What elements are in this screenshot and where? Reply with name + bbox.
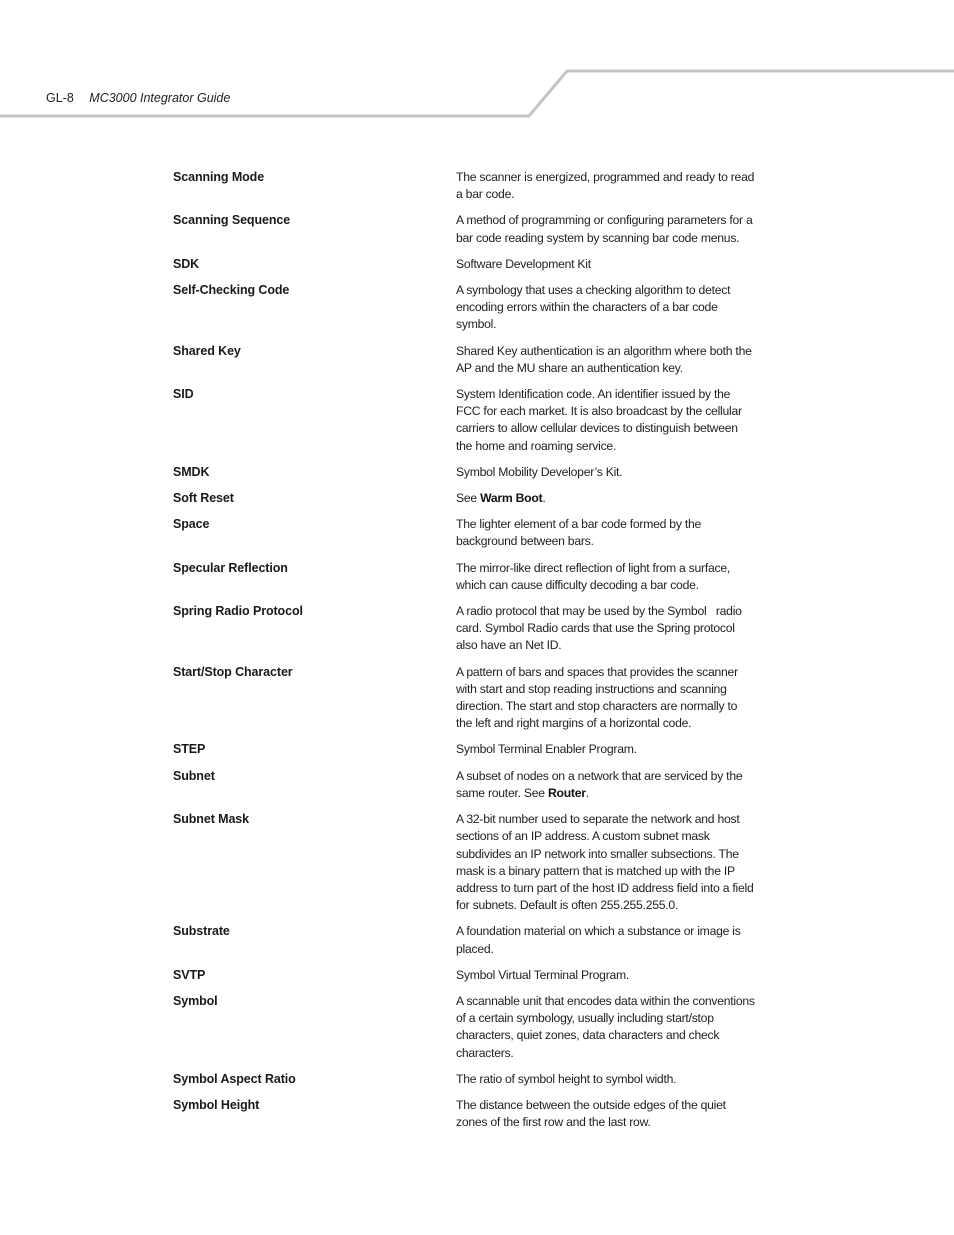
glossary-definition <box>456 768 756 802</box>
glossary-definition: A scannable unit that encodes data within the conventions of a certain symbology, usually including start/stop characters, quiet zones, data characters and check characters. <box>456 993 755 1060</box>
glossary-entry <box>173 603 773 655</box>
glossary-definition: A radio protocol that may be used by the Symbol radio card. Symbol Radio cards that use the Spring protocol also have an Net ID. <box>456 604 745 653</box>
definition-text: . <box>542 491 546 506</box>
glossary-definition: A pattern of bars and spaces that provides the scanner with start and stop reading instructions and scanning direction. The start and stop characters are normally to the left and right margins of a horizontal code. <box>456 664 738 731</box>
header-rule <box>0 0 954 130</box>
glossary-term: Start/Stop Character <box>173 664 293 679</box>
glossary-term: Specular Reflection <box>173 560 288 575</box>
glossary-term: Shared Key <box>173 343 241 358</box>
glossary-definition: A symbology that uses a checking algorithm to detect encoding errors within the characters of a bar code symbol. <box>456 283 731 332</box>
glossary-definition: A method of programming or configuring parameters for a bar code reading system by scanning bar code menus. <box>456 213 753 245</box>
glossary-term: Symbol Height <box>173 1097 260 1112</box>
glossary-definition: The ratio of symbol height to symbol width. <box>456 1071 677 1086</box>
glossary-list <box>173 169 773 1140</box>
glossary-term: Spring Radio Protocol <box>173 604 303 619</box>
glossary-entry <box>173 386 773 455</box>
glossary-term: Subnet Mask <box>173 812 249 827</box>
glossary-term: Self-Checking Code <box>173 283 290 298</box>
glossary-entry <box>173 212 773 246</box>
glossary-entry <box>173 768 773 802</box>
glossary-definition: The distance between the outside edges of the quiet zones of the first row and the last row. <box>456 1097 726 1130</box>
definition-text: A subset of nodes on a network that are serviced by the same router. See <box>456 768 743 800</box>
glossary-definition: The mirror-like direct reflection of light from a surface, which can cause difficulty decoding a bar code. <box>456 560 731 592</box>
definition-text: . <box>585 785 589 800</box>
glossary-definition: A foundation material on which a substance or image is placed. <box>456 924 741 956</box>
glossary-term: SID <box>173 387 194 402</box>
glossary-definition: Software Development Kit <box>456 256 591 271</box>
glossary-term: Soft Reset <box>173 491 234 506</box>
glossary-term: Symbol Aspect Ratio <box>173 1071 296 1086</box>
glossary-definition <box>456 490 756 507</box>
glossary-definition: The scanner is energized, programmed and ready to read a bar code. <box>456 170 755 202</box>
glossary-entry <box>173 256 773 273</box>
glossary-entry <box>173 464 773 481</box>
glossary-entry <box>173 282 773 334</box>
page-header <box>46 91 230 105</box>
glossary-entry <box>173 343 773 377</box>
glossary-entry <box>173 1097 773 1131</box>
glossary-definition: Symbol Virtual Terminal Program. <box>456 967 630 982</box>
glossary-entry <box>173 741 773 758</box>
glossary-entry <box>173 811 773 914</box>
glossary-definition: A 32-bit number used to separate the network and host sections of an IP address. A custom subnet mask subdivides an IP network into smaller subsections. The mask is a binary pattern that is matched up with the IP address to turn part of the host ID address field into a field for subnets. Default is often 255.255.255.0. <box>456 812 754 913</box>
glossary-term: STEP <box>173 742 206 757</box>
glossary-term: Space <box>173 517 210 532</box>
glossary-entry <box>173 664 773 733</box>
glossary-entry <box>173 967 773 984</box>
glossary-definition: Symbol Terminal Enabler Program. <box>456 742 637 757</box>
definition-text: See <box>456 491 481 506</box>
glossary-term: Scanning Mode <box>173 170 265 184</box>
glossary-definition: The lighter element of a bar code formed by the background between bars. <box>456 517 702 549</box>
glossary-term: Scanning Sequence <box>173 213 291 228</box>
glossary-entry <box>173 169 773 203</box>
glossary-entry <box>173 1071 773 1088</box>
glossary-term: SVTP <box>173 967 206 982</box>
glossary-term: Subnet <box>173 768 215 783</box>
page-number: GL-8 <box>46 91 74 105</box>
glossary-term: Substrate <box>173 924 230 939</box>
cross-reference: Warm Boot <box>480 491 543 506</box>
glossary-entry <box>173 490 773 507</box>
glossary-term: SMDK <box>173 464 210 479</box>
glossary-entry <box>173 516 773 550</box>
glossary-term: Symbol <box>173 993 218 1008</box>
glossary-definition: Symbol Mobility Developer’s Kit. <box>456 464 623 479</box>
glossary-entry <box>173 560 773 594</box>
glossary-definition: Shared Key authentication is an algorithm where both the AP and the MU share an authentication key. <box>456 343 752 375</box>
book-title: MC3000 Integrator Guide <box>89 91 231 105</box>
glossary-entry <box>173 993 773 1062</box>
glossary-term: SDK <box>173 256 200 271</box>
glossary-definition: System Identification code. An identifier issued by the FCC for each market. It is also broadcast by the cellular carriers to allow cellular devices to distinguish between the home and roaming service. <box>456 387 742 453</box>
glossary-entry <box>173 923 773 957</box>
cross-reference: Router <box>547 785 586 800</box>
